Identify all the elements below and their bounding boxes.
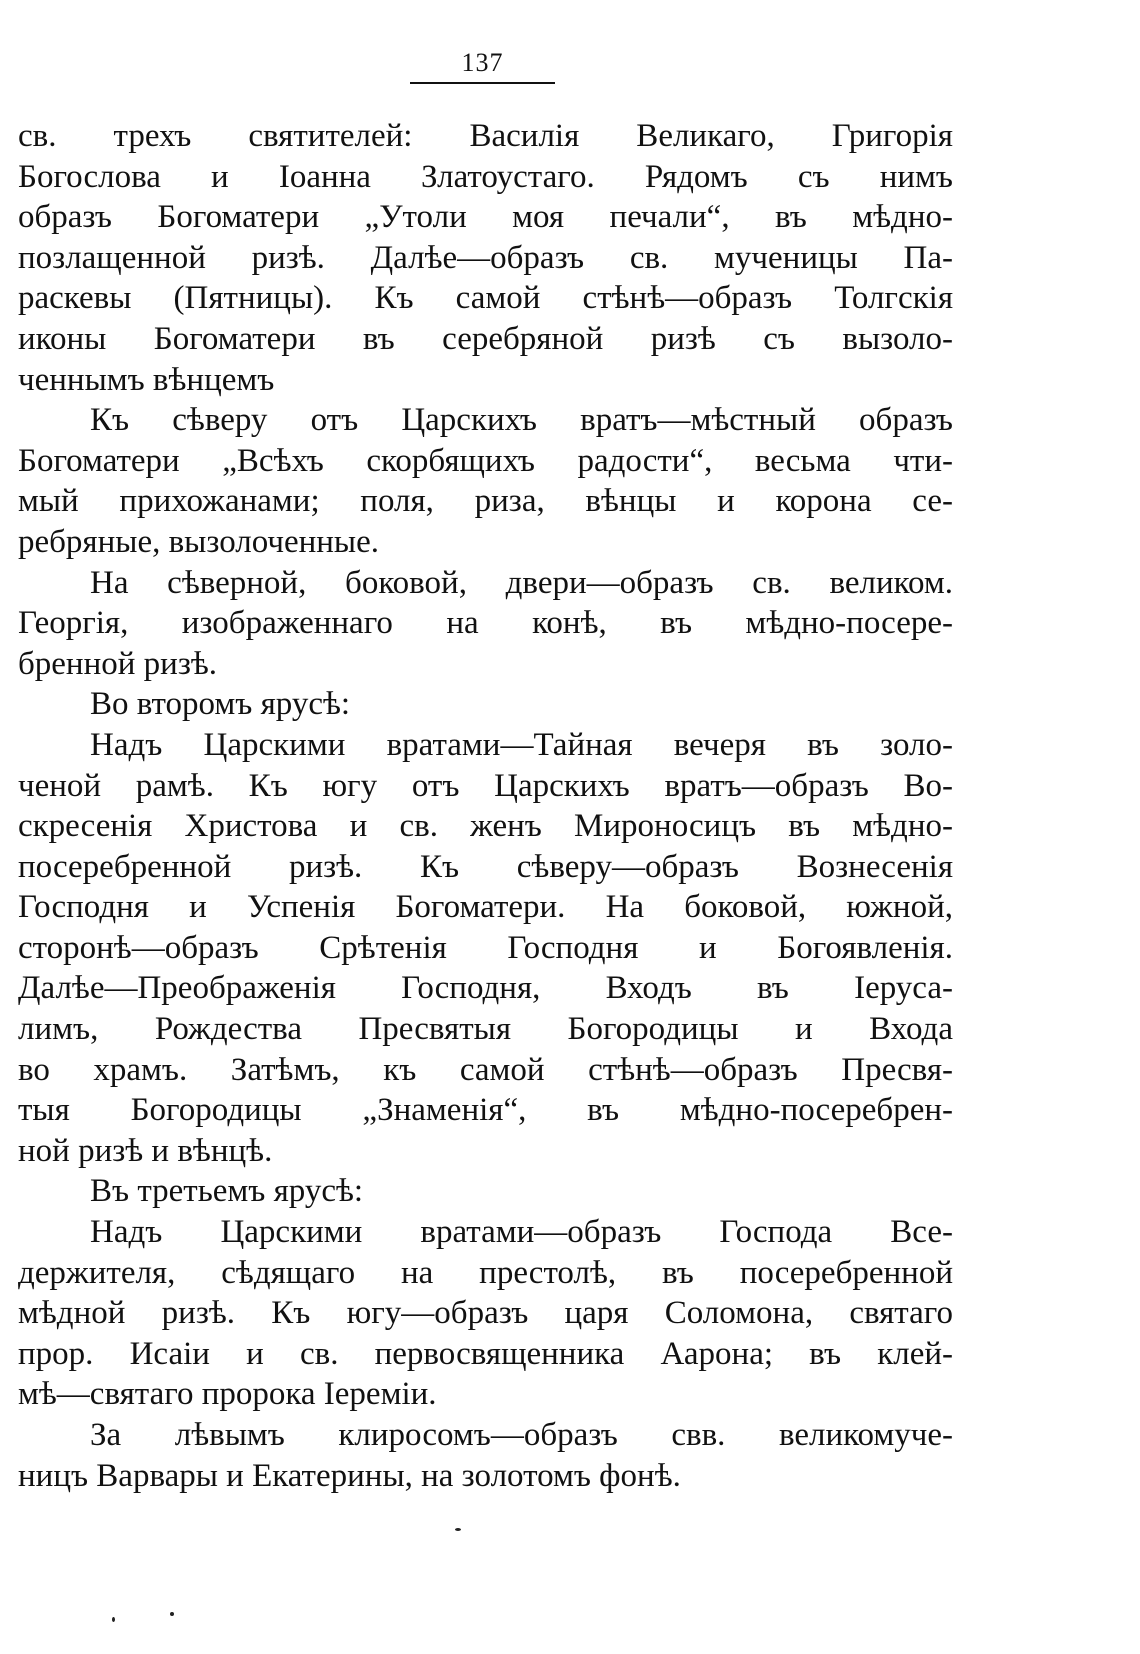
text-line: во храмъ. Затѣмъ, къ самой стѣнѣ—образъ Пресвя- — [18, 1051, 953, 1088]
text-line: образъ Богоматери „Утоли моя печали“, въ мѣдно- — [18, 199, 953, 236]
text-line: ной ризѣ и вѣнцѣ. — [18, 1132, 273, 1169]
text-line: держителя, сѣдящаго на престолѣ, въ посеребренной — [18, 1254, 953, 1291]
text-line: Богоматери „Всѣхъ скорбящихъ радости“, весьма чти- — [18, 442, 953, 479]
text-line: Георгія, изображеннаго на конѣ, въ мѣдно-посере- — [18, 605, 953, 642]
text-line: Богослова и Іоанна Златоустаго. Рядомъ съ нимъ — [18, 158, 953, 195]
text-line: тыя Богородицы „Знаменія“, въ мѣдно-посеребрен- — [18, 1092, 953, 1129]
text-line: Далѣе—Преображенія Господня, Входъ въ Іеруса- — [18, 970, 953, 1007]
text-line: прор. Исаіи и св. первосвященника Аарона; въ клей- — [18, 1335, 953, 1372]
text-line: мѣдной ризѣ. Къ югу—образъ царя Соломона, святаго — [18, 1295, 953, 1332]
ink-speck — [170, 1612, 174, 1616]
text-line: бренной ризѣ. — [18, 645, 218, 682]
text-line: Къ сѣверу отъ Царскихъ вратъ—мѣстный образъ — [90, 402, 953, 439]
text-line: ребряные, вызолоченные. — [18, 523, 380, 560]
text-line: За лѣвымъ клиросомъ—образъ свв. великомуче- — [90, 1417, 953, 1453]
text-line: посеребренной ризѣ. Къ сѣверу—образъ Вознесенія — [18, 848, 953, 885]
text-line: скресенія Христова и св. женъ Мироносицъ въ мѣдно- — [18, 808, 953, 845]
text-line: Надъ Царскими вратами—Тайная вечеря въ золо- — [90, 726, 953, 763]
text-line: сторонѣ—образъ Срѣтенія Господня и Богоявленія. — [18, 929, 953, 966]
body-text — [18, 116, 953, 1496]
page-number-rule — [410, 82, 555, 84]
text-line: ченнымъ вѣнцемъ — [18, 361, 275, 398]
text-line: ницъ Варвары и Екатерины, на золотомъ фонѣ. — [18, 1457, 681, 1494]
text-line: раскевы (Пятницы). Къ самой стѣнѣ—образъ Толгскія — [18, 280, 953, 317]
text-line: ченой рамѣ. Къ югу отъ Царскихъ вратъ—образъ Во- — [18, 767, 953, 804]
page-number: 137 — [461, 48, 504, 77]
text-line: позлащенной ризѣ. Далѣе—образъ св. мученицы Па- — [18, 239, 953, 276]
text-line: Надъ Царскими вратами—образъ Господа Все- — [90, 1214, 953, 1251]
text-line: иконы Богоматери въ серебряной ризѣ съ вызоло- — [18, 320, 953, 357]
text-line: Во второмъ ярусѣ: — [90, 686, 351, 723]
ink-speck — [112, 1617, 115, 1622]
text-line: мый прихожанами; поля, риза, вѣнцы и корона се- — [18, 483, 953, 520]
text-line: лимъ, Рождества Пресвятыя Богородицы и Входа — [18, 1011, 953, 1048]
text-line: св. трехъ святителей: Василія Великаго, Григорія — [18, 118, 953, 154]
ink-speck — [455, 1528, 461, 1531]
text-line: Въ третьемъ ярусѣ: — [90, 1173, 364, 1210]
text-line: На сѣверной, боковой, двери—образъ св. великом. — [90, 564, 953, 601]
text-line: Господня и Успенія Богоматери. На боковой, южной, — [18, 889, 953, 926]
text-line: мѣ—святаго пророка Іереміи. — [18, 1376, 437, 1413]
